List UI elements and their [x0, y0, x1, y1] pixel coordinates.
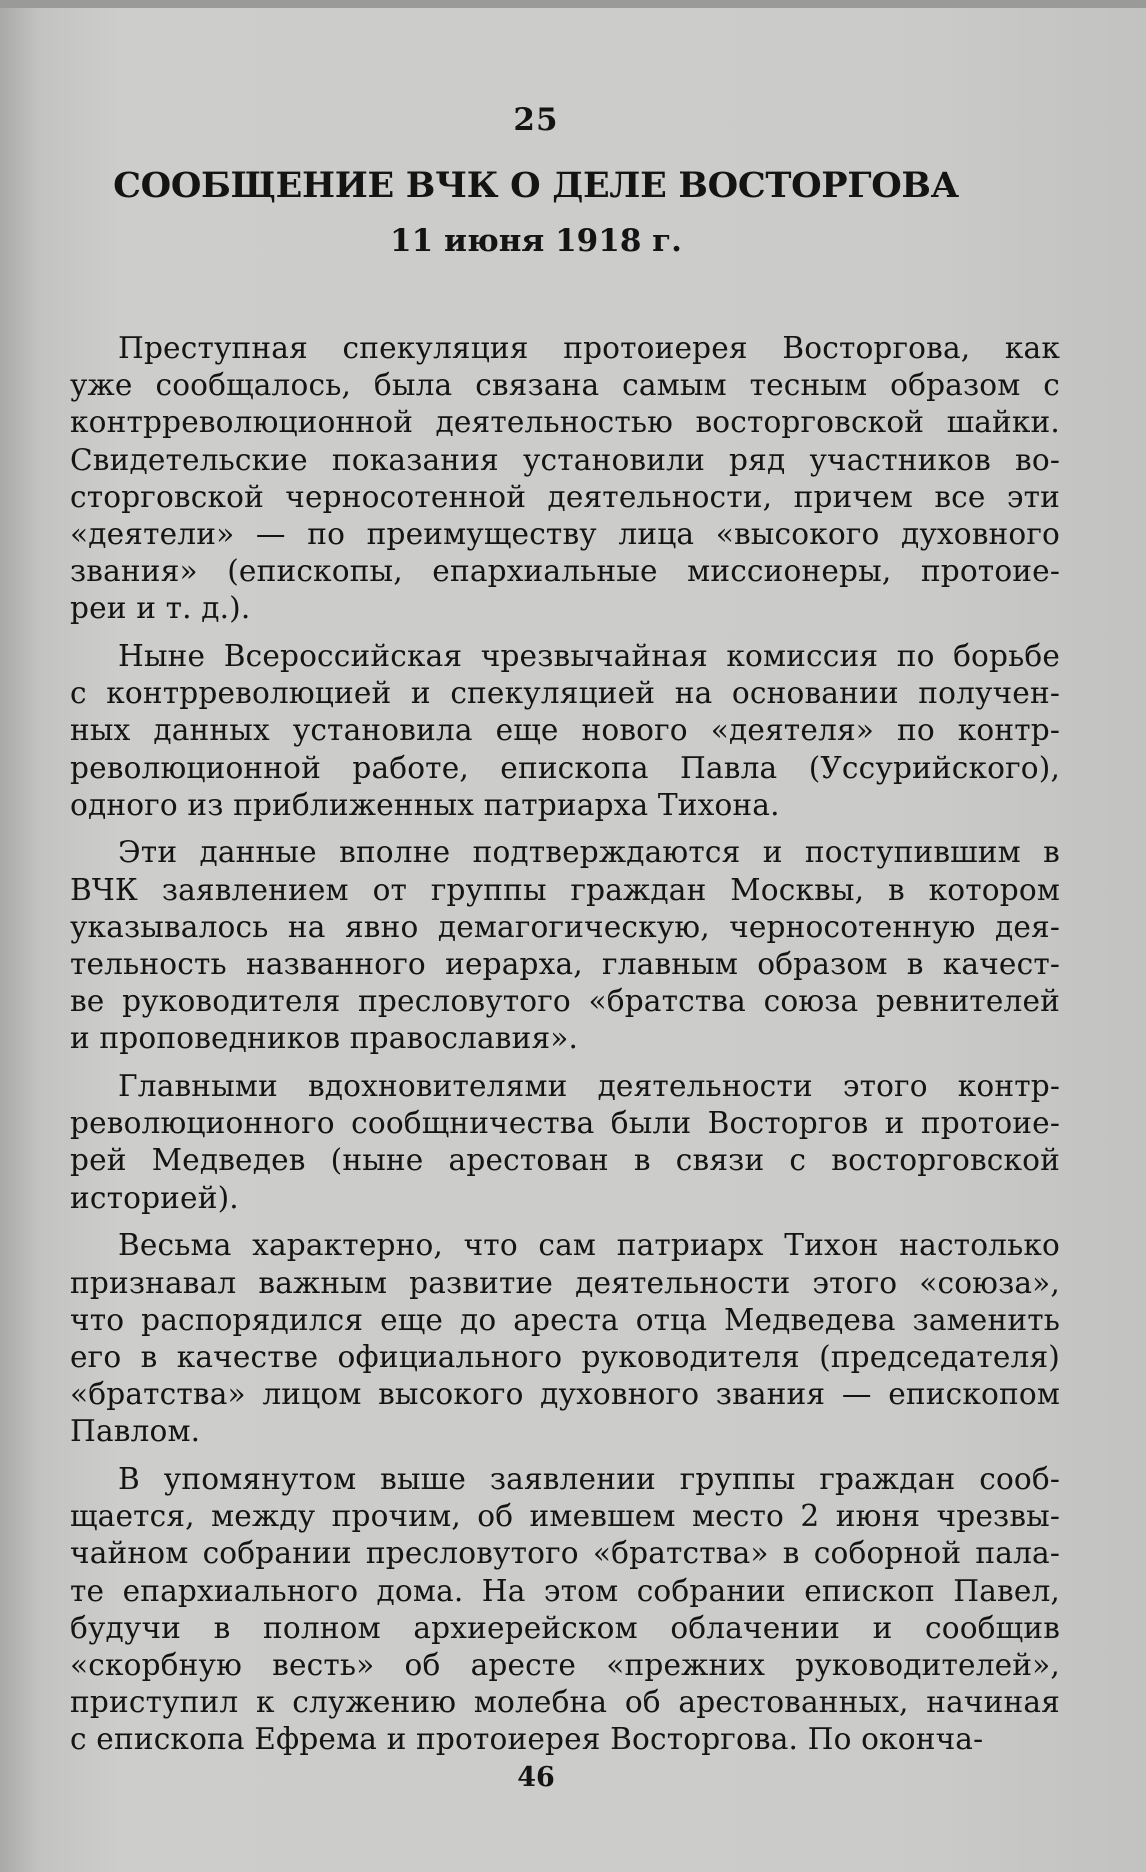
paragraph-gap [70, 628, 1060, 639]
paragraph [70, 834, 1060, 1057]
text-line: историей). [70, 1180, 239, 1215]
text-line: реи и т. д.). [70, 591, 251, 626]
text-line: что распорядился еще до ареста отца Медведева заменить [70, 1302, 1060, 1337]
text-line: его в качестве официального руководителя (председателя) [70, 1339, 1060, 1374]
text-line: ВЧК заявлением от группы граждан Москвы, в котором [70, 872, 1060, 907]
paragraph-gap [70, 1217, 1060, 1228]
text-line: одного из приближенных патриарха Тихона. [70, 787, 780, 822]
paragraph [70, 1068, 1060, 1217]
text-line: контрреволюционной деятельностью восторговской шайки. [70, 405, 1060, 440]
text-line: чайном собрании пресловутого «братства» в соборной пала- [70, 1536, 1060, 1571]
text-line: революционной работе, епископа Павла (Уссурийского), [70, 750, 1060, 785]
text-line: Эти данные вполне подтверждаются и поступившим в [118, 835, 1060, 870]
page-number: 46 [517, 1762, 555, 1793]
text-line: признавал важным развитие деятельности этого «союза», [70, 1265, 1060, 1300]
document-date: 11 июня 1918 г. [390, 223, 682, 259]
text-line: с епископа Ефрема и протоиерея Восторгова. По оконча- [70, 1722, 984, 1757]
text-line: революционного сообщничества были Восторгов и протоие- [70, 1106, 1060, 1141]
document-number: 25 [513, 102, 559, 138]
paragraph-gap [70, 824, 1060, 835]
paragraph-gap [70, 1058, 1060, 1069]
text-line: те епархиального дома. На этом собрании епископ Павел, [70, 1573, 1060, 1608]
text-line: Свидетельские показания установили ряд участников во- [70, 442, 1060, 477]
text-line: тельность названного иерарха, главным образом в качест- [70, 947, 1060, 981]
text-line: Весьма характерно, что сам патриарх Тихон настолько [118, 1228, 1060, 1263]
text-line: «братства» лицом высокого духовного звания — епископом [70, 1377, 1060, 1412]
paragraph [70, 1461, 1060, 1759]
text-line: Главными вдохновителями деятельности этого контр- [118, 1069, 1060, 1104]
text-line: «скорбную весть» об аресте «прежних руководителей», [70, 1647, 1060, 1682]
text-line: ных данных установила еще нового «деятеля» по контр- [70, 713, 1060, 748]
text-line: указывалось на явно демагогическую, черносотенную дея- [70, 909, 1060, 944]
text-line: приступил к служению молебна об арестованных, начиная [70, 1685, 1060, 1720]
paragraph [70, 330, 1060, 628]
paragraph [70, 638, 1060, 824]
text-line: щается, между прочим, об имевшем место 2 июня чрезвы- [70, 1499, 1060, 1534]
text-line: ве руководителя пресловутого «братства союза ревнителей [70, 984, 1060, 1019]
text-line: Преступная спекуляция протоиерея Восторгова, как [118, 331, 1060, 365]
document-title: СООБЩЕНИЕ ВЧК О ДЕЛЕ ВОСТОРГОВА [113, 165, 959, 206]
text-line: рей Медведев (ныне арестован в связи с восторговской [70, 1143, 1060, 1178]
text-line: «деятели» — по преимуществу лица «высокого духовного [70, 516, 1060, 551]
text-line: и проповедников православия». [70, 1021, 579, 1056]
text-line: сторговской черносотенной деятельности, причем все эти [70, 479, 1060, 514]
paragraph-gap [70, 1450, 1060, 1461]
text-line: Ныне Всероссийская чрезвычайная комиссия по борьбе [118, 639, 1060, 673]
document-body [70, 330, 1060, 1758]
text-line: В упомянутом выше заявлении группы граждан сооб- [118, 1461, 1060, 1496]
text-line: звания» (епископы, епархиальные миссионеры, протоие- [70, 554, 1060, 589]
paragraph [70, 1227, 1060, 1450]
text-line: Павлом. [70, 1414, 201, 1449]
text-line: будучи в полном архиерейском облачении и сообщив [70, 1610, 1060, 1645]
text-line: с контрреволюцией и спекуляцией на основании получен- [70, 676, 1060, 711]
text-line: уже сообщалось, была связана самым тесным образом с [70, 368, 1060, 403]
